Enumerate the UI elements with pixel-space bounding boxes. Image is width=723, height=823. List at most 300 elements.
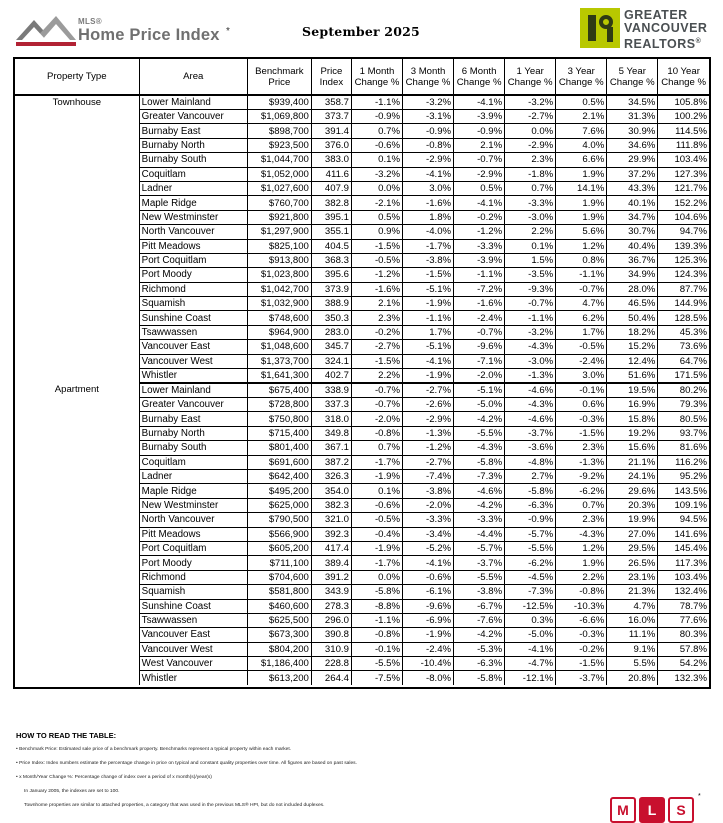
value-cell: 407.9 [311, 181, 351, 195]
value-cell: $1,042,700 [247, 282, 311, 296]
value-cell: -4.1% [403, 556, 454, 570]
value-cell: -6.2% [505, 556, 556, 570]
value-cell: 349.8 [311, 426, 351, 440]
area-cell: Sunshine Coast [139, 311, 247, 325]
value-cell: -4.1% [454, 196, 505, 210]
value-cell: $1,032,900 [247, 297, 311, 311]
value-cell: 373.9 [311, 282, 351, 296]
area-cell: Richmond [139, 570, 247, 584]
area-cell: Maple Ridge [139, 196, 247, 210]
value-cell: 0.6% [556, 398, 607, 412]
value-cell: -9.6% [454, 340, 505, 354]
value-cell: $1,052,000 [247, 167, 311, 181]
value-cell: -1.9% [351, 541, 402, 555]
value-cell: 37.2% [607, 167, 658, 181]
area-cell: Squamish [139, 297, 247, 311]
value-cell: -3.3% [454, 513, 505, 527]
value-cell: 34.7% [607, 210, 658, 224]
value-cell: 21.3% [607, 585, 658, 599]
value-cell: 2.1% [351, 297, 402, 311]
value-cell: 26.5% [607, 556, 658, 570]
value-cell: 4.7% [556, 297, 607, 311]
value-cell: -0.1% [351, 642, 402, 656]
value-cell: 94.5% [658, 513, 709, 527]
value-cell: 16.9% [607, 398, 658, 412]
value-cell: -0.2% [556, 642, 607, 656]
value-cell: 390.8 [311, 628, 351, 642]
value-cell: -0.7% [505, 297, 556, 311]
value-cell: -2.1% [351, 196, 402, 210]
area-cell: Ladner [139, 469, 247, 483]
value-cell: 350.3 [311, 311, 351, 325]
value-cell: -0.8% [403, 138, 454, 152]
value-cell: -1.7% [351, 556, 402, 570]
area-cell: North Vancouver [139, 513, 247, 527]
value-cell: -3.2% [403, 95, 454, 110]
value-cell: $715,400 [247, 426, 311, 440]
value-cell: -1.9% [403, 297, 454, 311]
value-cell: 1.2% [556, 541, 607, 555]
value-cell: 354.0 [311, 484, 351, 498]
value-cell: -2.6% [403, 398, 454, 412]
value-cell: 1.9% [556, 167, 607, 181]
value-cell: -5.1% [403, 282, 454, 296]
value-cell: -3.2% [505, 325, 556, 339]
how-to-read-notes [16, 731, 606, 817]
value-cell: 0.1% [351, 484, 402, 498]
value-cell: $1,297,900 [247, 225, 311, 239]
value-cell: 143.5% [658, 484, 709, 498]
value-cell: 417.4 [311, 541, 351, 555]
value-cell: -6.3% [454, 657, 505, 671]
value-cell: 127.3% [658, 167, 709, 181]
value-cell: 125.3% [658, 253, 709, 267]
value-cell: -0.9% [454, 124, 505, 138]
value-cell: -3.7% [505, 426, 556, 440]
value-cell: -5.8% [454, 455, 505, 469]
value-cell: 152.2% [658, 196, 709, 210]
table-body [15, 95, 709, 685]
value-cell: 0.7% [351, 441, 402, 455]
value-cell: -5.0% [505, 628, 556, 642]
value-cell: -0.7% [454, 325, 505, 339]
value-cell: 24.1% [607, 469, 658, 483]
value-cell: -1.6% [351, 282, 402, 296]
value-cell: $675,400 [247, 383, 311, 398]
property-type-cell: Townhouse [52, 97, 102, 108]
value-cell: -0.8% [351, 628, 402, 642]
value-cell: -1.9% [351, 469, 402, 483]
value-cell: -6.9% [403, 613, 454, 627]
value-cell: 116.2% [658, 455, 709, 469]
value-cell: -0.9% [505, 513, 556, 527]
value-cell: -5.5% [505, 541, 556, 555]
value-cell: $1,023,800 [247, 268, 311, 282]
value-cell: 3.0% [556, 369, 607, 384]
value-cell: 402.7 [311, 369, 351, 384]
value-cell: -1.1% [351, 95, 402, 110]
value-cell: -2.0% [403, 498, 454, 512]
value-cell: -3.2% [351, 167, 402, 181]
value-cell: 31.3% [607, 110, 658, 124]
gvr-logo-mark-icon [580, 8, 620, 48]
value-cell: -0.7% [351, 383, 402, 398]
value-cell: 0.0% [351, 181, 402, 195]
value-cell: $1,641,300 [247, 369, 311, 384]
table-row [15, 95, 709, 110]
area-cell: North Vancouver [139, 225, 247, 239]
value-cell: -4.1% [505, 642, 556, 656]
value-cell: 264.4 [311, 671, 351, 685]
value-cell: -6.7% [454, 599, 505, 613]
value-cell: -3.2% [505, 95, 556, 110]
value-cell: -0.1% [556, 383, 607, 398]
value-cell: 29.5% [607, 541, 658, 555]
value-cell: $642,400 [247, 469, 311, 483]
value-cell: -0.3% [556, 412, 607, 426]
value-cell: $1,027,600 [247, 181, 311, 195]
value-cell: 141.6% [658, 527, 709, 541]
value-cell: 0.1% [351, 153, 402, 167]
value-cell: 20.8% [607, 671, 658, 685]
value-cell: -10.3% [556, 599, 607, 613]
value-cell: 392.3 [311, 527, 351, 541]
value-cell: -5.5% [351, 657, 402, 671]
value-cell: $605,200 [247, 541, 311, 555]
value-cell: 358.7 [311, 95, 351, 110]
value-cell: -1.3% [556, 455, 607, 469]
value-cell: -0.7% [556, 282, 607, 296]
report-title: September 2025 [302, 24, 420, 39]
value-cell: -1.3% [505, 369, 556, 384]
value-cell: -1.3% [403, 426, 454, 440]
value-cell: -0.9% [351, 110, 402, 124]
value-cell: -1.7% [351, 455, 402, 469]
value-cell: -2.7% [351, 340, 402, 354]
value-cell: -8.8% [351, 599, 402, 613]
value-cell: 324.1 [311, 354, 351, 368]
area-cell: Richmond [139, 282, 247, 296]
value-cell: $923,500 [247, 138, 311, 152]
value-cell: 1.5% [505, 253, 556, 267]
value-cell: 338.9 [311, 383, 351, 398]
value-cell: 103.4% [658, 570, 709, 584]
value-cell: 383.0 [311, 153, 351, 167]
value-cell: 0.0% [505, 124, 556, 138]
area-cell: Port Coquitlam [139, 253, 247, 267]
value-cell: $460,600 [247, 599, 311, 613]
value-cell: -10.4% [403, 657, 454, 671]
area-cell: Port Coquitlam [139, 541, 247, 555]
value-cell: 15.8% [607, 412, 658, 426]
value-cell: 87.7% [658, 282, 709, 296]
area-cell: Lower Mainland [139, 383, 247, 398]
value-cell: 0.8% [556, 253, 607, 267]
value-cell: -2.4% [454, 311, 505, 325]
area-cell: Burnaby North [139, 138, 247, 152]
value-cell: 45.3% [658, 325, 709, 339]
value-cell: 2.3% [556, 513, 607, 527]
value-cell: 64.7% [658, 354, 709, 368]
value-cell: 40.4% [607, 239, 658, 253]
value-cell: 111.8% [658, 138, 709, 152]
hpi-table-frame [13, 57, 711, 689]
value-cell: -2.0% [454, 369, 505, 384]
value-cell: -5.8% [351, 585, 402, 599]
value-cell: 80.3% [658, 628, 709, 642]
value-cell: -9.6% [403, 599, 454, 613]
value-cell: -5.0% [454, 398, 505, 412]
value-cell: -6.3% [505, 498, 556, 512]
area-cell: Squamish [139, 585, 247, 599]
value-cell: $1,048,600 [247, 340, 311, 354]
mls-badge-logo [610, 793, 701, 818]
gvr-logo-text: GREATER VANCOUVER REALTORS® [624, 8, 708, 52]
value-cell: -7.3% [454, 469, 505, 483]
area-cell: Tsawwassen [139, 613, 247, 627]
value-cell: -0.2% [454, 210, 505, 224]
value-cell: $711,100 [247, 556, 311, 570]
area-cell: Lower Mainland [139, 95, 247, 110]
area-cell: Port Moody [139, 556, 247, 570]
value-cell: 105.8% [658, 95, 709, 110]
value-cell: $964,900 [247, 325, 311, 339]
value-cell: 2.3% [351, 311, 402, 325]
value-cell: $1,044,700 [247, 153, 311, 167]
value-cell: -3.8% [403, 253, 454, 267]
value-cell: 0.7% [351, 124, 402, 138]
value-cell: $921,800 [247, 210, 311, 224]
area-cell: Coquitlam [139, 167, 247, 181]
value-cell: 15.6% [607, 441, 658, 455]
value-cell: -3.1% [403, 110, 454, 124]
value-cell: -3.5% [505, 268, 556, 282]
value-cell: 29.6% [607, 484, 658, 498]
value-cell: -3.8% [454, 585, 505, 599]
value-cell: 6.6% [556, 153, 607, 167]
note-benchmark: • Benchmark Price: Estimated sale price of a benchmark property. Benchmarks represent a typical property within each market. [16, 747, 292, 752]
value-cell: -3.9% [454, 253, 505, 267]
value-cell: 326.3 [311, 469, 351, 483]
house-roof-icon [16, 14, 76, 48]
value-cell: 2.1% [556, 110, 607, 124]
mls-badge-asterisk: * [698, 793, 701, 800]
value-cell: 395.6 [311, 268, 351, 282]
area-cell: Pitt Meadows [139, 527, 247, 541]
value-cell: -0.2% [351, 325, 402, 339]
value-cell: -1.2% [403, 441, 454, 455]
area-cell: Vancouver West [139, 642, 247, 656]
value-cell: 283.0 [311, 325, 351, 339]
value-cell: 5.5% [607, 657, 658, 671]
value-cell: $939,400 [247, 95, 311, 110]
value-cell: -12.1% [505, 671, 556, 685]
value-cell: 2.2% [505, 225, 556, 239]
value-cell: $1,373,700 [247, 354, 311, 368]
value-cell: -0.3% [556, 628, 607, 642]
value-cell: 145.4% [658, 541, 709, 555]
value-cell: -2.4% [556, 354, 607, 368]
value-cell: 121.7% [658, 181, 709, 195]
mls-badge-letter-l: L [639, 797, 665, 823]
value-cell: -1.5% [403, 268, 454, 282]
value-cell: 80.5% [658, 412, 709, 426]
mls-asterisk: * [226, 26, 230, 37]
value-cell: $804,200 [247, 642, 311, 656]
value-cell: 345.7 [311, 340, 351, 354]
value-cell: 355.1 [311, 225, 351, 239]
value-cell: -0.8% [351, 426, 402, 440]
value-cell: -9.3% [505, 282, 556, 296]
value-cell: $913,800 [247, 253, 311, 267]
value-cell: -0.4% [351, 527, 402, 541]
value-cell: -6.1% [403, 585, 454, 599]
value-cell: -9.2% [556, 469, 607, 483]
value-cell: 382.8 [311, 196, 351, 210]
area-cell: Vancouver East [139, 628, 247, 642]
value-cell: $704,600 [247, 570, 311, 584]
value-cell: -5.7% [454, 541, 505, 555]
value-cell: 50.4% [607, 311, 658, 325]
col-header-6-month: 6 Month Change % [454, 59, 505, 95]
value-cell: 2.1% [454, 138, 505, 152]
value-cell: -1.9% [403, 628, 454, 642]
value-cell: -7.6% [454, 613, 505, 627]
value-cell: 95.2% [658, 469, 709, 483]
value-cell: 34.6% [607, 138, 658, 152]
value-cell: -3.0% [505, 354, 556, 368]
value-cell: 19.2% [607, 426, 658, 440]
value-cell: -6.2% [556, 484, 607, 498]
value-cell: -4.2% [454, 412, 505, 426]
area-cell: Greater Vancouver [139, 110, 247, 124]
value-cell: -2.9% [454, 167, 505, 181]
value-cell: -3.7% [556, 671, 607, 685]
value-cell: 1.9% [556, 210, 607, 224]
value-cell: -4.6% [505, 412, 556, 426]
note-price-index: • Price Index: Index numbers estimate the percentage change in price on typical and constant quality properties over time. All figures are based on past sales. [16, 761, 357, 766]
value-cell: -0.6% [403, 570, 454, 584]
value-cell: $825,100 [247, 239, 311, 253]
value-cell: -1.6% [454, 297, 505, 311]
area-cell: Vancouver East [139, 340, 247, 354]
area-cell: Greater Vancouver [139, 398, 247, 412]
value-cell: -5.2% [403, 541, 454, 555]
area-cell: Burnaby South [139, 153, 247, 167]
area-cell: Vancouver West [139, 354, 247, 368]
value-cell: -1.7% [403, 239, 454, 253]
value-cell: $801,400 [247, 441, 311, 455]
value-cell: -0.5% [351, 253, 402, 267]
area-cell: West Vancouver [139, 657, 247, 671]
value-cell: -4.8% [505, 455, 556, 469]
mls-badge-letter-s: S [668, 797, 694, 823]
value-cell: -3.4% [403, 527, 454, 541]
value-cell: -0.7% [351, 398, 402, 412]
value-cell: 128.5% [658, 311, 709, 325]
value-cell: 391.4 [311, 124, 351, 138]
note-townhouse: Townhome properties are similar to attached properties, a category that was used in the previous MLS® HPI, but do not included duplexes. [24, 803, 325, 808]
value-cell: -7.3% [505, 585, 556, 599]
table-header-row [15, 59, 709, 95]
value-cell: 2.3% [505, 153, 556, 167]
value-cell: -4.3% [505, 340, 556, 354]
value-cell: 171.5% [658, 369, 709, 384]
value-cell: -1.5% [351, 354, 402, 368]
value-cell: 1.8% [403, 210, 454, 224]
value-cell: 117.3% [658, 556, 709, 570]
report-header [0, 0, 723, 56]
value-cell: 0.5% [454, 181, 505, 195]
value-cell: -1.9% [403, 369, 454, 384]
value-cell: 30.9% [607, 124, 658, 138]
value-cell: 4.7% [607, 599, 658, 613]
col-header-3-year: 3 Year Change % [556, 59, 607, 95]
col-header-area: Area [139, 59, 247, 95]
col-header-benchmark-price: Benchmark Price [247, 59, 311, 95]
value-cell: 1.2% [556, 239, 607, 253]
col-header-5-year: 5 Year Change % [607, 59, 658, 95]
value-cell: 278.3 [311, 599, 351, 613]
value-cell: 114.5% [658, 124, 709, 138]
note-change: • x Month/Year Change %: Percentage change of index over a period of x month(s)/year(s) [16, 775, 212, 780]
value-cell: -3.3% [454, 239, 505, 253]
value-cell: -3.0% [505, 210, 556, 224]
value-cell: 139.3% [658, 239, 709, 253]
value-cell: -2.9% [403, 153, 454, 167]
value-cell: -0.9% [403, 124, 454, 138]
value-cell: -4.3% [556, 527, 607, 541]
value-cell: $625,500 [247, 613, 311, 627]
col-header-1-month: 1 Month Change % [351, 59, 402, 95]
value-cell: 36.7% [607, 253, 658, 267]
value-cell: -5.5% [454, 426, 505, 440]
value-cell: $691,600 [247, 455, 311, 469]
value-cell: $898,700 [247, 124, 311, 138]
area-cell: Burnaby East [139, 124, 247, 138]
value-cell: 310.9 [311, 642, 351, 656]
value-cell: -2.9% [505, 138, 556, 152]
value-cell: 144.9% [658, 297, 709, 311]
area-cell: Ladner [139, 181, 247, 195]
col-header-price-index: Price Index [311, 59, 351, 95]
value-cell: 376.0 [311, 138, 351, 152]
value-cell: 3.0% [403, 181, 454, 195]
value-cell: 411.6 [311, 167, 351, 181]
value-cell: -4.1% [403, 167, 454, 181]
value-cell: -4.4% [454, 527, 505, 541]
value-cell: 34.5% [607, 95, 658, 110]
value-cell: 16.0% [607, 613, 658, 627]
value-cell: 23.1% [607, 570, 658, 584]
col-header-1-year: 1 Year Change % [505, 59, 556, 95]
value-cell: 373.7 [311, 110, 351, 124]
value-cell: -1.1% [454, 268, 505, 282]
value-cell: -0.6% [351, 498, 402, 512]
value-cell: 1.7% [556, 325, 607, 339]
area-cell: Burnaby North [139, 426, 247, 440]
value-cell: -2.9% [403, 412, 454, 426]
gvr-logo [580, 8, 720, 52]
value-cell: 0.0% [351, 570, 402, 584]
value-cell: -1.1% [556, 268, 607, 282]
value-cell: 0.9% [351, 225, 402, 239]
value-cell: 9.1% [607, 642, 658, 656]
value-cell: -1.5% [351, 239, 402, 253]
value-cell: 77.6% [658, 613, 709, 627]
value-cell: -0.5% [351, 513, 402, 527]
area-cell: New Westminster [139, 210, 247, 224]
